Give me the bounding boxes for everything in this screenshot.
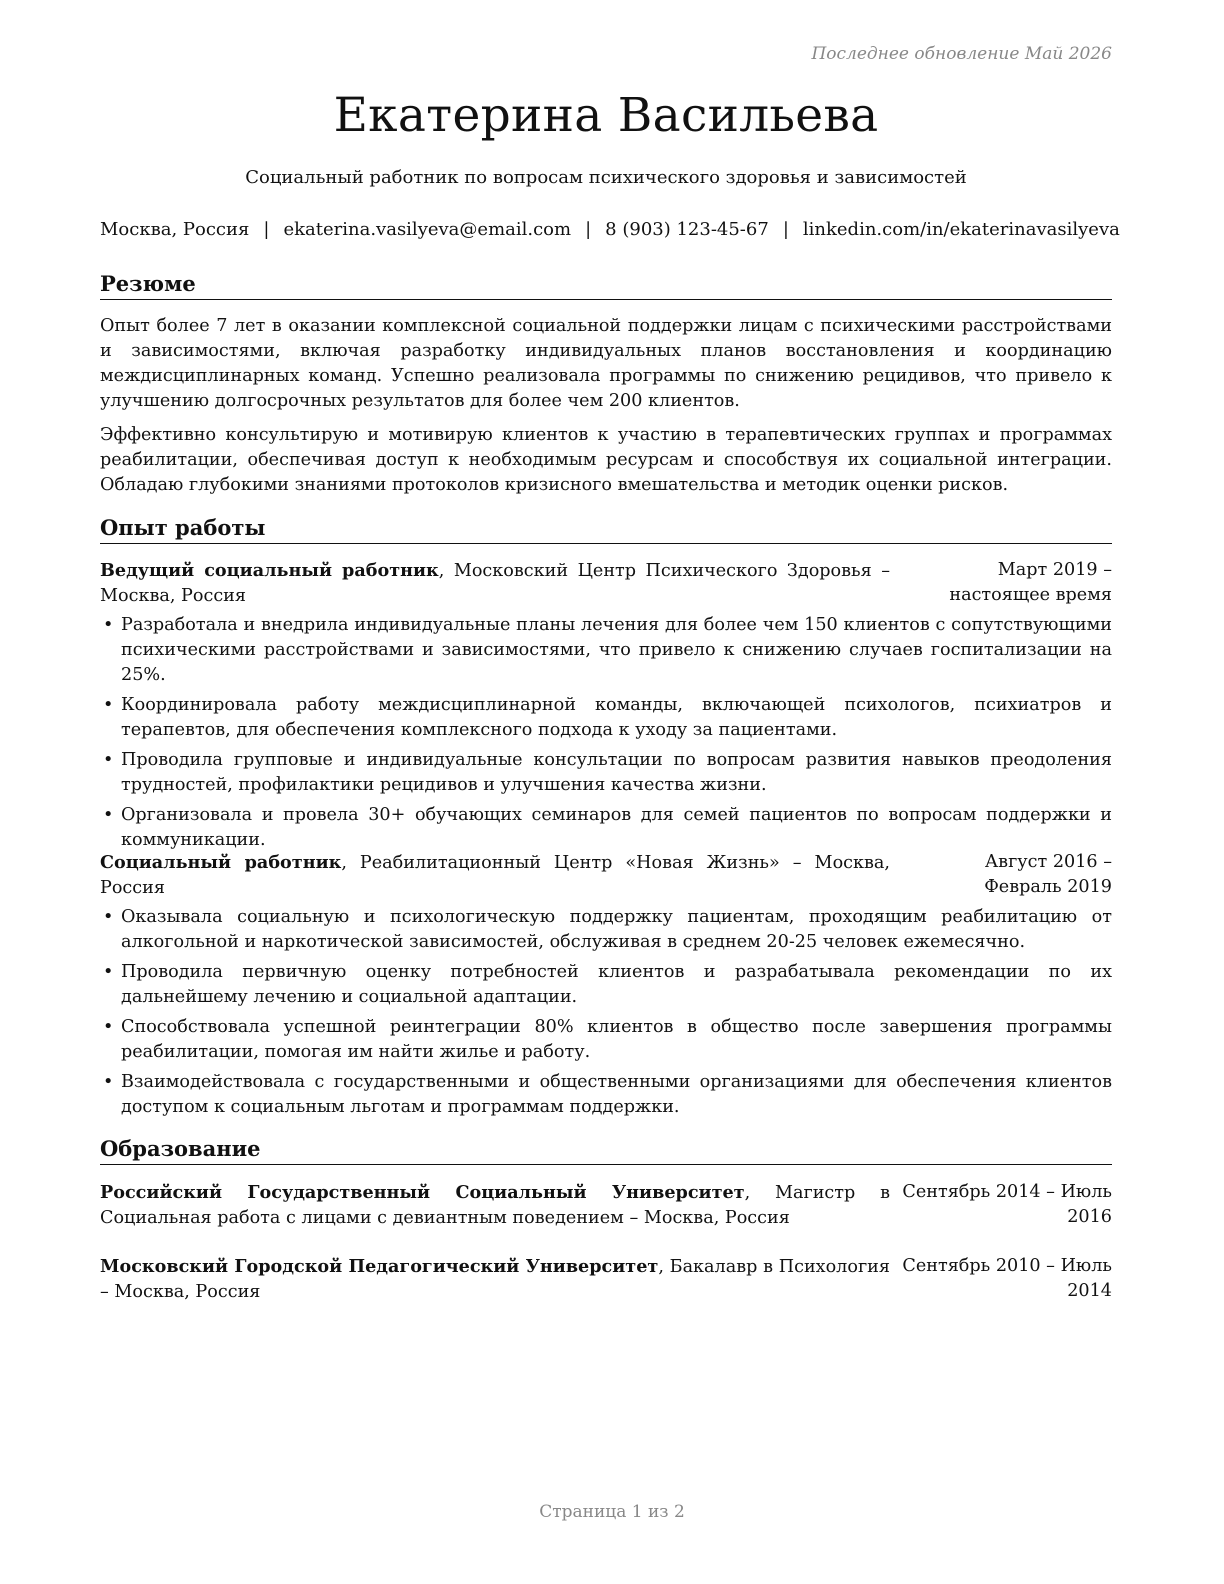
summary-paragraph: Опыт более 7 лет в оказании комплексной социальной поддержки лицам с психическими расстройствами и зависимостями, включая разработку индивидуальных планов восстановления и координацию междисциплинарных команд. Успешно реализовала программы по снижению рецидивов, что привело к улучшению долгосрочных результатов для более чем 200 клиентов. xyxy=(100,316,1112,411)
last-updated-note: Последнее обновление Май 2026 xyxy=(811,44,1112,64)
job-entry xyxy=(100,850,1112,1125)
contact-phone: 8 (903) 123-45-67 xyxy=(605,219,769,240)
candidate-name: Екатерина Васильева xyxy=(333,88,879,143)
contact-line xyxy=(100,219,1120,240)
job-dates: Август 2016 – Февраль 2019 xyxy=(984,852,1112,897)
education-header xyxy=(100,1180,1112,1231)
job-organization: , Реабилитационный Центр «Новая Жизнь» – Москва, Россия xyxy=(100,853,890,898)
education-dates: Сентябрь 2014 – Июль 2016 xyxy=(902,1182,1112,1227)
bullet-text: Проводила первичную оценку потребностей клиентов и разрабатывала рекомендации по их дальнейшему лечению и социальной адаптации. xyxy=(121,962,1112,1007)
bullet-text: Координировала работу междисциплинарной команды, включающей психологов, психиатров и терапевтов, для обеспечения комплексного подхода к уходу за пациентами. xyxy=(121,695,1112,740)
bullet-icon: • xyxy=(103,695,114,715)
candidate-headline: Социальный работник по вопросам психического здоровья и зависимостей xyxy=(245,167,967,188)
bullet-text: Взаимодействовала с государственными и общественными организациями для обеспечения клиентов доступом к социальным льготам и программам поддержки. xyxy=(121,1072,1112,1117)
bullet-icon: • xyxy=(103,1017,114,1037)
section-title-experience: Опыт работы xyxy=(100,515,1112,544)
education-title-line xyxy=(100,1254,890,1305)
list-item xyxy=(100,693,1112,743)
education-entry xyxy=(100,1180,1112,1231)
job-organization: , Московский Центр Психического Здоровья – Москва, Россия xyxy=(100,561,891,606)
job-bullets xyxy=(100,905,1112,1120)
bullet-icon: • xyxy=(103,907,114,927)
list-item xyxy=(100,613,1112,688)
contact-email-link[interactable]: ekaterina.vasilyeva@email.com xyxy=(283,219,572,240)
job-title-line xyxy=(100,558,890,609)
contact-location: Москва, Россия xyxy=(100,219,250,240)
education-header xyxy=(100,1254,1112,1305)
job-dates: Март 2019 – настоящее время xyxy=(949,560,1112,605)
education-school: Московский Городской Педагогический Университет xyxy=(100,1256,659,1277)
bullet-text: Оказывала социальную и психологическую поддержку пациентам, проходящим реабилитацию от алкогольной и наркотической зависимостей, обслуживая в среднем 20-25 человек ежемесячно. xyxy=(121,907,1112,952)
job-role: Социальный работник xyxy=(100,852,342,873)
contact-linkedin-link[interactable]: linkedin.com/in/ekaterinavasilyeva xyxy=(802,219,1120,240)
contact-separator: | xyxy=(585,219,592,240)
bullet-text: Способствовала успешной реинтеграции 80% клиентов в общество после завершения программы реабилитации, помогая им найти жилье и работу. xyxy=(121,1017,1112,1062)
bullet-text: Организовала и провела 30+ обучающих семинаров для семей пациентов по вопросам поддержки и коммуникации. xyxy=(121,805,1112,850)
bullet-icon: • xyxy=(103,750,114,770)
list-item xyxy=(100,905,1112,955)
summary-section xyxy=(100,314,1112,507)
bullet-icon: • xyxy=(103,1072,114,1092)
education-school: Российский Государственный Социальный Университет xyxy=(100,1182,745,1203)
job-bullets xyxy=(100,613,1112,853)
list-item xyxy=(100,748,1112,798)
summary-paragraph: Эффективно консультирую и мотивирую клиентов к участию в терапевтических группах и программах реабилитации, обеспечивая доступ к необходимым ресурсам и способствуя их социальной интеграции. Обладаю глубокими знаниями протоколов кризисного вмешательства и методик оценки рисков. xyxy=(100,425,1112,495)
education-title-line xyxy=(100,1180,890,1231)
education-entry xyxy=(100,1254,1112,1305)
section-title-summary: Резюме xyxy=(100,271,1112,300)
list-item xyxy=(100,1015,1112,1065)
bullet-icon: • xyxy=(103,615,114,635)
page-number: Страница 1 из 2 xyxy=(539,1502,685,1522)
job-role: Ведущий социальный работник xyxy=(100,560,439,581)
list-item xyxy=(100,803,1112,853)
education-dates: Сентябрь 2010 – Июль 2014 xyxy=(902,1256,1112,1301)
job-header xyxy=(100,558,1112,609)
education-details: , Бакалавр в Психология – Москва, Россия xyxy=(100,1257,890,1302)
education-details: , Магистр в Социальная работа с лицами с девиантным поведением – Москва, Россия xyxy=(100,1183,890,1228)
bullet-icon: • xyxy=(103,805,114,825)
contact-separator: | xyxy=(263,219,270,240)
list-item xyxy=(100,960,1112,1010)
list-item xyxy=(100,1070,1112,1120)
bullet-text: Проводила групповые и индивидуальные консультации по вопросам развития навыков преодоления трудностей, профилактики рецидивов и улучшения качества жизни. xyxy=(121,750,1112,795)
job-header xyxy=(100,850,1112,901)
bullet-icon: • xyxy=(103,962,114,982)
job-title-line xyxy=(100,850,890,901)
section-title-education: Образование xyxy=(100,1136,1112,1165)
contact-separator: | xyxy=(782,219,789,240)
job-entry xyxy=(100,558,1112,858)
bullet-text: Разработала и внедрила индивидуальные планы лечения для более чем 150 клиентов с сопутствующими психическими расстройствами и зависимостями, что привело к снижению случаев госпитализации на 25%. xyxy=(121,615,1112,685)
